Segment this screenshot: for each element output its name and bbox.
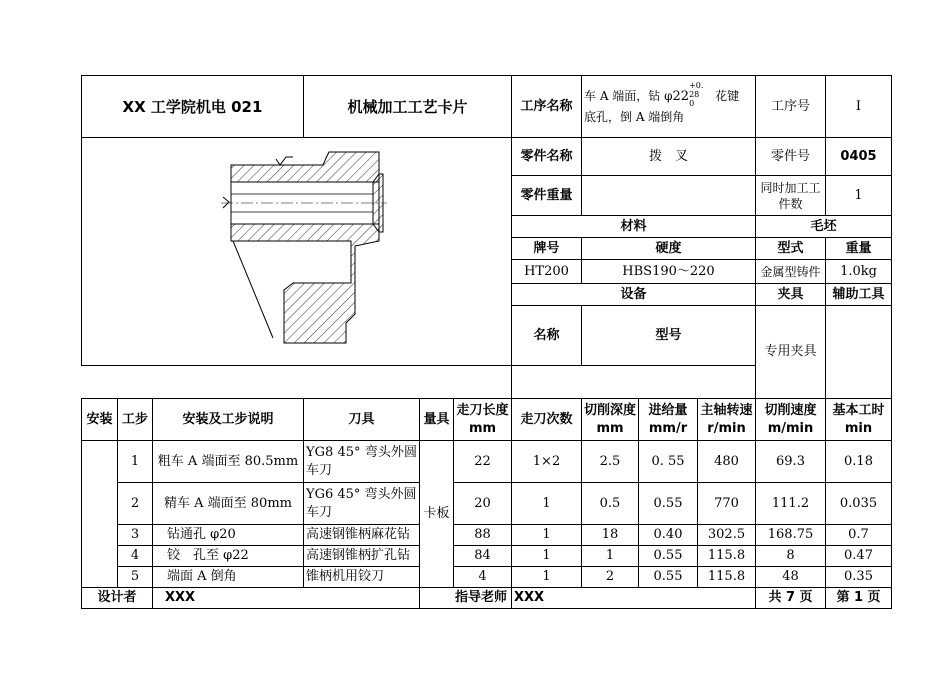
col-cut-speed: 切削速度 m/min	[756, 399, 826, 441]
advisor-label: 指导老师	[420, 588, 512, 609]
concurrent-count: 1	[826, 176, 892, 216]
step-speed: 115.8	[698, 567, 756, 588]
part-name-label: 零件名称	[512, 138, 582, 176]
step-feed: 0. 55	[639, 441, 698, 483]
table-row	[82, 483, 892, 525]
table-row	[82, 546, 892, 567]
step-depth: 1	[582, 546, 639, 567]
step-no: 5	[118, 567, 153, 588]
table-row	[82, 567, 892, 588]
op-no: I	[826, 76, 892, 138]
col-tool: 刀具	[304, 399, 420, 441]
step-desc: 钻通孔 φ20	[153, 525, 304, 546]
step-tool: YG8 45° 弯头外圆车刀	[304, 441, 420, 483]
step-depth: 2	[582, 567, 639, 588]
step-length: 22	[454, 441, 512, 483]
col-feed: 进给量 mm/r	[639, 399, 698, 441]
equip-model-label: 型号	[582, 306, 756, 366]
step-feed: 0.40	[639, 525, 698, 546]
step-no: 4	[118, 546, 153, 567]
card-title: 机械加工工艺卡片	[304, 76, 512, 138]
step-cut-speed: 111.2	[756, 483, 826, 525]
equipment-title: 设备	[512, 284, 756, 306]
part-drawing-cell	[82, 138, 512, 366]
step-cut-speed: 48	[756, 567, 826, 588]
step-desc: 精车 A 端面至 80mm	[153, 483, 304, 525]
step-tool: 锥柄机用铰刀	[304, 567, 420, 588]
step-cut-speed: 69.3	[756, 441, 826, 483]
step-feed: 0.55	[639, 546, 698, 567]
step-tool: YG6 45° 弯头外圆车刀	[304, 483, 420, 525]
step-tool: 高速钢锥柄扩孔钻	[304, 546, 420, 567]
step-cut-speed: 168.75	[756, 525, 826, 546]
drawing-gap	[82, 366, 512, 399]
step-time: 0.47	[826, 546, 892, 567]
part-weight-label: 零件重量	[512, 176, 582, 216]
advisor: XXX	[512, 588, 756, 609]
op-no-label: 工序号	[756, 76, 826, 138]
school-name: XX 工学院机电 021	[82, 76, 304, 138]
designer-label: 设计者	[82, 588, 153, 609]
step-passes: 1	[512, 483, 582, 525]
step-time: 0.7	[826, 525, 892, 546]
aux-tool-value	[826, 306, 892, 399]
concurrent-label: 同时加工工件数	[756, 176, 826, 216]
footer-row	[82, 588, 892, 609]
step-no: 1	[118, 441, 153, 483]
col-speed: 主轴转速 r/min	[698, 399, 756, 441]
aux-tool-label: 辅助工具	[826, 284, 892, 306]
step-passes: 1×2	[512, 441, 582, 483]
page-number: 第 1 页	[826, 588, 892, 609]
equip-name-label: 名称	[512, 306, 582, 366]
op-name-suffix: 花键	[715, 89, 740, 103]
col-gauge: 量具	[420, 399, 454, 441]
col-passes: 走刀次数	[512, 399, 582, 441]
step-length: 88	[454, 525, 512, 546]
col-depth: 切削深度 mm	[582, 399, 639, 441]
col-step: 工步	[118, 399, 153, 441]
setup-cell	[82, 441, 118, 588]
blank-title: 毛坯	[756, 216, 892, 238]
op-name-line2: 底孔，倒 A 端倒角	[584, 110, 685, 124]
table-row	[82, 525, 892, 546]
step-no: 3	[118, 525, 153, 546]
op-name	[582, 76, 756, 138]
op-tol-lower: 0	[689, 99, 695, 108]
gauge: 卡板	[420, 441, 454, 588]
step-desc: 铰 孔至 φ22	[153, 546, 304, 567]
step-time: 0.18	[826, 441, 892, 483]
step-depth: 18	[582, 525, 639, 546]
op-dimension	[672, 81, 704, 108]
blank-weight: 1.0kg	[826, 260, 892, 284]
process-card	[81, 75, 892, 609]
col-setup: 安装	[82, 399, 118, 441]
total-pages: 共 7 页	[756, 588, 826, 609]
step-depth: 2.5	[582, 441, 639, 483]
grade-label: 牌号	[512, 238, 582, 260]
step-time: 0.035	[826, 483, 892, 525]
step-desc: 粗车 A 端面至 80.5mm	[153, 441, 304, 483]
step-speed: 115.8	[698, 546, 756, 567]
hardness: HBS190～220	[582, 260, 756, 284]
step-feed: 0.55	[639, 567, 698, 588]
blank-type-label: 型式	[756, 238, 826, 260]
part-weight	[582, 176, 756, 216]
step-time: 0.35	[826, 567, 892, 588]
op-dimension-value: 22	[672, 89, 690, 104]
step-passes: 1	[512, 525, 582, 546]
fixture-label: 夹具	[756, 284, 826, 306]
step-speed: 302.5	[698, 525, 756, 546]
op-tolerance	[689, 81, 703, 108]
col-length: 走刀长度 mm	[454, 399, 512, 441]
step-tool: 高速钢锥柄麻花钻	[304, 525, 420, 546]
step-length: 4	[454, 567, 512, 588]
step-cut-speed: 8	[756, 546, 826, 567]
part-no: 0405	[826, 138, 892, 176]
col-desc: 安装及工步说明	[153, 399, 304, 441]
blank-type: 金属型铸件	[756, 260, 826, 284]
step-feed: 0.55	[639, 483, 698, 525]
part-no-label: 零件号	[756, 138, 826, 176]
grade: HT200	[512, 260, 582, 284]
steps-header-row	[82, 399, 892, 441]
part-section-drawing-icon	[83, 138, 511, 359]
step-depth: 0.5	[582, 483, 639, 525]
op-name-line1: 车 A 端面，钻 φ	[584, 89, 673, 103]
step-speed: 480	[698, 441, 756, 483]
op-name-label: 工序名称	[512, 76, 582, 138]
step-no: 2	[118, 483, 153, 525]
step-length: 84	[454, 546, 512, 567]
table-row	[82, 441, 892, 483]
step-desc: 端面 A 倒角	[153, 567, 304, 588]
designer: XXX	[153, 588, 420, 609]
op-tol-upper: +0. 28	[689, 81, 704, 99]
step-passes: 1	[512, 546, 582, 567]
step-passes: 1	[512, 567, 582, 588]
col-time: 基本工时 min	[826, 399, 892, 441]
hardness-label: 硬度	[582, 238, 756, 260]
fixture-value: 专用夹具	[756, 306, 826, 399]
material-title: 材料	[512, 216, 756, 238]
part-name: 拨 叉	[582, 138, 756, 176]
blank-weight-label: 重量	[826, 238, 892, 260]
step-length: 20	[454, 483, 512, 525]
step-speed: 770	[698, 483, 756, 525]
